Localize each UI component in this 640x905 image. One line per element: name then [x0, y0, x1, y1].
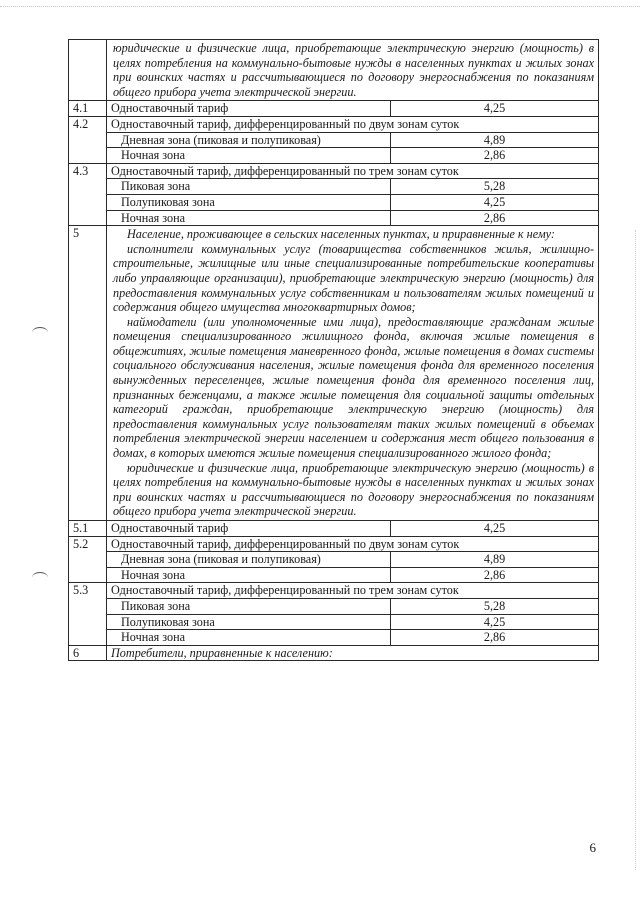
table-row	[69, 132, 599, 148]
table-row	[69, 148, 599, 164]
table-row	[69, 194, 599, 210]
tariff-value: 2,86	[391, 148, 599, 164]
zone-label: Дневная зона (пиковая и полупиковая)	[107, 552, 391, 568]
table-row	[69, 521, 599, 537]
zone-label: Полупиковая зона	[107, 194, 391, 210]
tariff-value: 4,89	[391, 552, 599, 568]
category-description	[107, 226, 599, 521]
tariff-value: 4,25	[391, 101, 599, 117]
tariff-label: Одноставочный тариф	[107, 101, 391, 117]
table-row	[69, 630, 599, 646]
zone-label: Дневная зона (пиковая и полупиковая)	[107, 132, 391, 148]
zone-label: Ночная зона	[107, 630, 391, 646]
tariff-label: Одноставочный тариф, дифференцированный по двум зонам суток	[107, 116, 599, 132]
tariff-value: 2,86	[391, 567, 599, 583]
table-row	[69, 614, 599, 630]
margin-punch-mark	[32, 327, 48, 338]
tariff-value: 5,28	[391, 598, 599, 614]
tariff-label: Одноставочный тариф, дифференцированный по двум зонам суток	[107, 536, 599, 552]
table-row	[69, 598, 599, 614]
table-row	[69, 210, 599, 226]
category-text: юридические и физические лица, приобретающие электрическую энергию (мощность) в целях потребления на коммунально-бытовые нужды в населенных пунктах и жилых зонах при воинских частях и рассчитывающиеся по договору энергоснабжения по показаниям общего прибора учета электрической энергии.	[113, 41, 595, 99]
category-text: юридические и физические лица, приобретающие электрическую энергию (мощность) в целях потребления на коммунально-бытовые нужды в населенных пунктах и жилых зонах при воинских частях и рассчитывающиеся по договору энергоснабжения по показаниям общего прибора учета электрической энергии.	[113, 460, 595, 519]
table-row	[69, 116, 599, 132]
tariff-value: 4,25	[391, 614, 599, 630]
tariff-label: Одноставочный тариф, дифференцированный по трем зонам суток	[107, 583, 599, 599]
table-row	[69, 583, 599, 599]
table-row	[69, 179, 599, 195]
tariff-table	[68, 39, 599, 661]
row-number: 5.1	[69, 521, 107, 537]
table-row	[69, 552, 599, 568]
zone-label: Ночная зона	[107, 567, 391, 583]
zone-label: Пиковая зона	[107, 179, 391, 195]
tariff-value: 5,28	[391, 179, 599, 195]
table-row	[69, 645, 599, 661]
tariff-value: 4,25	[391, 521, 599, 537]
num-cell	[69, 40, 107, 101]
category-description	[107, 40, 599, 101]
tariff-value: 4,89	[391, 132, 599, 148]
row-number: 4.3	[69, 163, 107, 225]
table-row	[69, 163, 599, 179]
row-number: 4.1	[69, 101, 107, 117]
tariff-label: Одноставочный тариф	[107, 521, 391, 537]
scan-edge-dots	[0, 6, 640, 7]
zone-label: Ночная зона	[107, 148, 391, 164]
margin-punch-mark	[32, 572, 48, 583]
scan-edge-line	[635, 230, 636, 870]
category-text: Потребители, приравненные к населению:	[107, 645, 599, 661]
zone-label: Полупиковая зона	[107, 614, 391, 630]
row-number: 6	[69, 645, 107, 661]
table-row	[69, 226, 599, 521]
category-text: Население, проживающее в сельских населенных пунктах, и приравненные к нему:	[127, 227, 555, 242]
row-number: 5.3	[69, 583, 107, 645]
zone-label: Пиковая зона	[107, 598, 391, 614]
zone-label: Ночная зона	[107, 210, 391, 226]
category-text: исполнители коммунальных услуг (товарищества собственников жилья, жилищно-строительные, жилищные или иные специализированные потребительские кооперативы либо управляющие организации), приобретающие электрическую энергию (мощность) для предоставления коммунальных услуг собственникам и пользователям жилых помещений и содержания общего имущества многоквартирных домов;	[113, 241, 595, 315]
row-number: 4.2	[69, 116, 107, 163]
tariff-value: 2,86	[391, 210, 599, 226]
table-row	[69, 101, 599, 117]
tariff-label: Одноставочный тариф, дифференцированный по трем зонам суток	[107, 163, 599, 179]
category-text: наймодатели (или уполномоченные ими лица), предоставляющие гражданам жилые помещения специализированного жилищного фонда, включая жилые помещения в общежитиях, жилые помещения маневренного фонда, жилые помещения в домах системы социального обслуживания населения, жилые помещения фонда для временного поселения вынужденных переселенцев, жилые помещения фонда для временного поселения лиц, признанных беженцами, а также жилые помещения для социальной защиты отдельных категорий граждан, приобретающие электрическую энергию (мощность) для предоставления коммунальных услуг пользователям таких жилых помещений в объемах потребления электрической энергии населением и содержания мест общего пользования в домах, в которых имеются жилые помещения специализированного жилого фонда;	[113, 314, 595, 461]
row-number: 5.2	[69, 536, 107, 583]
tariff-value: 2,86	[391, 630, 599, 646]
table-row	[69, 536, 599, 552]
row-number: 5	[69, 226, 107, 521]
table-row	[69, 40, 599, 101]
table-row	[69, 567, 599, 583]
tariff-value: 4,25	[391, 194, 599, 210]
page-number: 6	[589, 840, 596, 855]
